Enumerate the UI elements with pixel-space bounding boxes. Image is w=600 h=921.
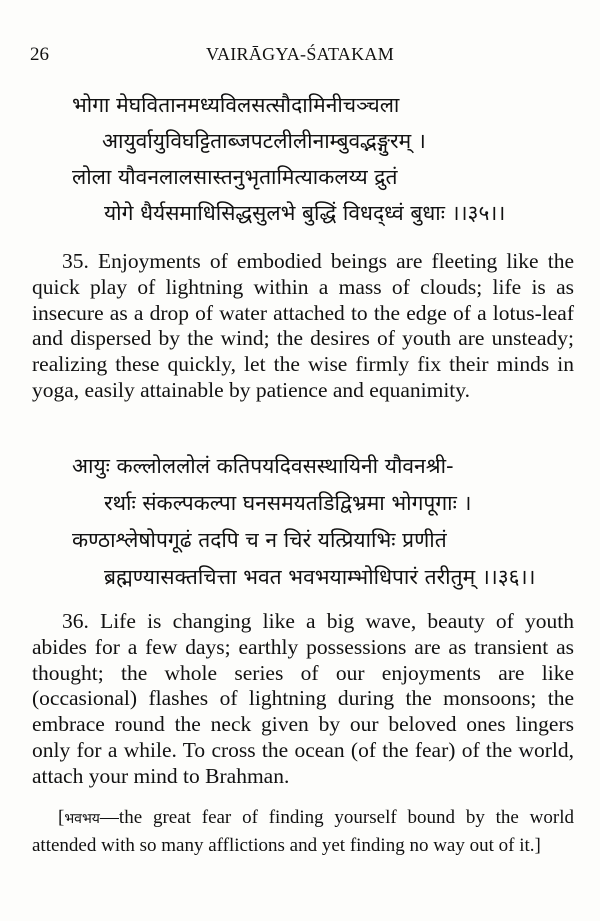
verse-35-line-2: आयुर्वायुविघट्टिताब्जपटलीलीनाम्बुवद्भङ्गुरम् । xyxy=(102,129,426,153)
verse-35-line-3: लोला यौवनलालसास्तनुभृतामित्याकलय्य द्रुतं xyxy=(72,165,398,189)
verse-36-line-3: कण्ठाश्लेषोपगूढं तदपि च न चिरं यत्प्रियाभिः प्रणीतं xyxy=(72,528,447,552)
note-text: —the great fear of finding yourself bound by the world attended with so many afflictions and yet finding no way out of it.] xyxy=(32,807,574,856)
running-title: VAIRĀGYA-ŚATAKAM xyxy=(205,44,395,64)
translation-36: 36. Life is changing like a big wave, beauty of youth abides for a few days; earthly possessions are as transient as thought; the whole series of our enjoyments are like (occasional) flashes of lightning during the monsoons; the embrace round the neck given by our beloved ones lingers only for a while. To cross the ocean (of the fear) of the world, attach your mind to Brahman. xyxy=(32,609,574,788)
page-number: 26 xyxy=(30,44,49,65)
verse-36-line-1: आयुः कल्लोललोलं कतिपयदिवसस्थायिनी यौवनश्री- xyxy=(72,454,454,478)
note-term: भवभय xyxy=(64,811,100,827)
footnote xyxy=(32,805,574,858)
verse-35-line-1: भोगा मेघवितानमध्यविलसत्सौदामिनीचञ्चला xyxy=(72,93,400,117)
translation-35: 35. Enjoyments of embodied beings are fleeting like the quick play of lightning within a mass of clouds; life is as insecure as a drop of water attached to the edge of a lotus-leaf and dispersed by the wind; the desires of youth are unsteady; realizing these quickly, let the wise firmly fix their minds in yoga, easily attainable by patience and equanimity. xyxy=(32,249,574,402)
verse-35-line-4: योगे धैर्यसमाधिसिद्धसुलभे बुद्धिं विधद्ध्वं बुधाः ।।३५।। xyxy=(104,201,506,225)
note-open-bracket: [ xyxy=(58,807,65,828)
verse-36-line-2: रर्थाः संकल्पकल्पा घनसमयतडिद्विभ्रमा भोगपूगाः । xyxy=(104,491,472,515)
verse-36-line-4: ब्रह्मण्यासक्तचित्ता भवत भवभयाम्भोधिपारं तरीतुम् ।।३६।। xyxy=(104,565,536,589)
page-header xyxy=(30,44,570,68)
